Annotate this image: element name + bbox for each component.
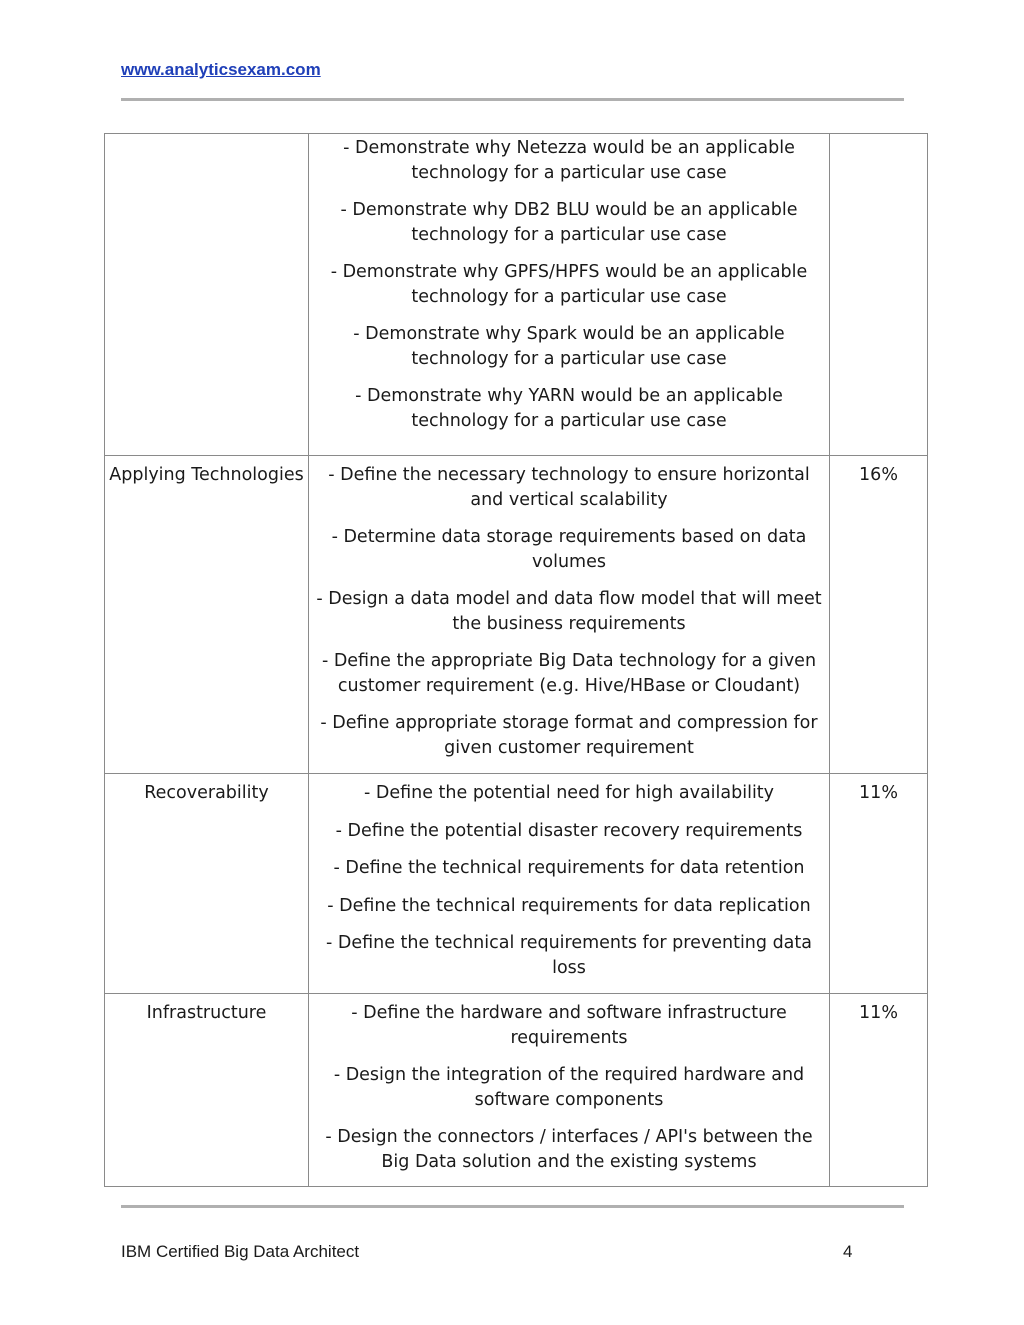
objective-item: - Demonstrate why Netezza would be an applicable technology for a particular use case — [343, 138, 795, 183]
objective-item: - Define the technical requirements for data replication — [327, 895, 811, 916]
table-row — [105, 134, 928, 456]
objective-item: - Demonstrate why DB2 BLU would be an applicable technology for a particular use case — [340, 200, 798, 245]
weight-cell — [830, 134, 928, 456]
header-divider — [121, 98, 904, 101]
weight-cell: 16% — [830, 456, 928, 774]
table-row — [105, 774, 928, 994]
section-cell: Applying Technologies — [105, 456, 309, 774]
objective-item: - Define appropriate storage format and compression for given customer requirement — [320, 713, 818, 758]
objective-item: - Define the potential disaster recovery requirements — [335, 820, 803, 841]
footer-divider — [121, 1205, 904, 1208]
table-row — [105, 994, 928, 1187]
section-cell: Infrastructure — [105, 994, 309, 1187]
objective-item: - Design a data model and data flow model that will meet the business requirements — [316, 589, 822, 634]
objective-item: - Define the hardware and software infrastructure requirements — [351, 1003, 787, 1048]
section-cell — [105, 134, 309, 456]
objectives-cell — [309, 134, 830, 456]
objective-item: - Define the technical requirements for data retention — [333, 858, 805, 878]
objective-item: - Define the technical requirements for preventing data loss — [325, 933, 812, 978]
syllabus-table — [104, 133, 928, 1187]
objective-item: - Demonstrate why YARN would be an applicable technology for a particular use case — [355, 386, 783, 431]
objectives-cell — [309, 774, 830, 994]
page-number: 4 — [843, 1242, 853, 1261]
objectives-cell — [309, 994, 830, 1187]
objective-item: - Determine data storage requirements based on data volumes — [331, 527, 807, 572]
site-link[interactable]: www.analyticsexam.com — [121, 60, 321, 79]
section-cell: Recoverability — [105, 774, 309, 994]
weight-cell: 11% — [830, 994, 928, 1187]
objectives-cell — [309, 456, 830, 774]
objective-item: - Design the integration of the required hardware and software components — [333, 1065, 805, 1110]
objective-item: - Demonstrate why Spark would be an applicable technology for a particular use case — [353, 324, 785, 369]
footer-title: IBM Certified Big Data Architect — [121, 1242, 360, 1261]
objective-item: - Demonstrate why GPFS/HPFS would be an applicable technology for a particular use case — [330, 262, 808, 307]
objective-item: - Define the appropriate Big Data technology for a given customer requirement (e.g. Hive/HBase or Cloudant) — [321, 651, 817, 696]
objective-item: - Define the necessary technology to ensure horizontal and vertical scalability — [328, 465, 810, 510]
table-row — [105, 456, 928, 774]
objective-item: - Define the potential need for high availability — [363, 783, 775, 803]
weight-cell: 11% — [830, 774, 928, 994]
objective-item: - Design the connectors / interfaces / API's between the Big Data solution and the existing systems — [325, 1127, 813, 1172]
